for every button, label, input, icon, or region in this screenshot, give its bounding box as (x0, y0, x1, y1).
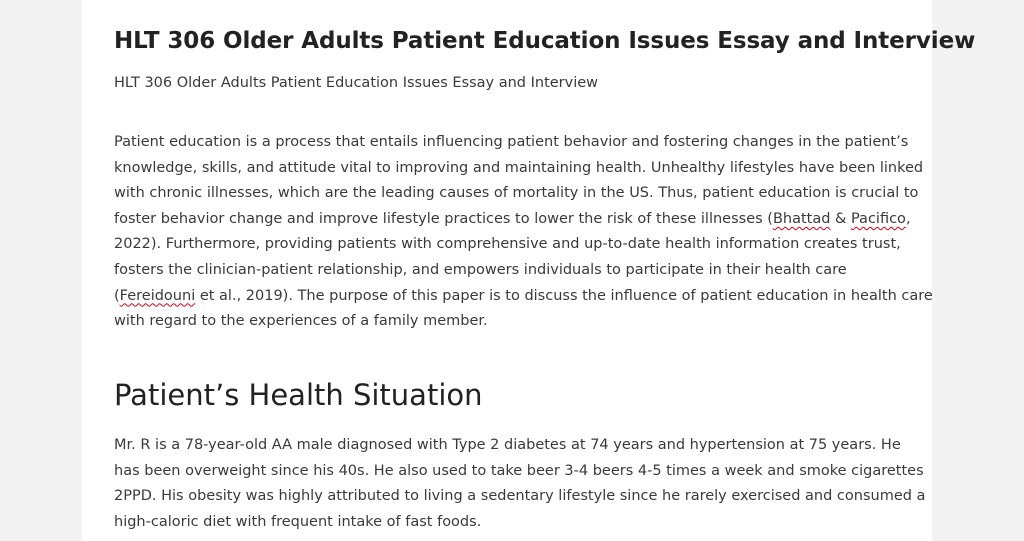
intro-line-text: ( (114, 287, 120, 304)
section-heading: Patient’s Health Situation (114, 378, 483, 412)
article-subtitle: HLT 306 Older Adults Patient Education Issues Essay and Interview (114, 75, 599, 91)
article-title: HLT 306 Older Adults Patient Education Issues Essay and Interview (114, 28, 976, 54)
intro-line (114, 207, 911, 233)
intro-line: Patient education is a process that entails influencing patient behavior and fostering changes in the patient’s (114, 134, 909, 150)
health-line: 2PPD. His obesity was highly attributed to living a sedentary lifestyle since he rarely exercised and consumed a (114, 488, 926, 505)
intro-line: with chronic illnesses, which are the leading causes of mortality in the US. Thus, patient education is crucial to (114, 185, 919, 202)
health-paragraph (114, 433, 926, 535)
intro-line: with regard to the experiences of a family member. (114, 313, 488, 330)
intro-line: knowledge, skills, and attitude vital to improving and maintaining health. Unhealthy lifestyles have been linked (114, 159, 924, 176)
intro-line-text: & (830, 210, 851, 227)
intro-line-text: foster behavior change and improve lifestyle practices to lower the risk of these illnesses ( (114, 210, 773, 227)
intro-paragraph (114, 130, 933, 335)
spellcheck-word[interactable]: Pacifico (850, 210, 906, 227)
intro-line: fosters the clinician-patient relationship, and empowers individuals to participate in their health care (114, 261, 847, 278)
intro-line-text: et al., 2019). The purpose of this paper is to discuss the influence of patient education in health care (195, 287, 933, 304)
health-line: has been overweight since his 40s. He also used to take beer 3-4 beers 4-5 times a week and smoke cigarettes (114, 462, 924, 479)
spellcheck-word[interactable]: Bhattad (772, 210, 831, 227)
health-line: high-caloric diet with frequent intake of fast foods. (114, 513, 482, 530)
health-line: Mr. R is a 78-year-old AA male diagnosed with Type 2 diabetes at 74 years and hypertension at 75 years. He (114, 437, 901, 453)
intro-line-text: , (905, 210, 911, 227)
intro-line: 2022). Furthermore, providing patients with comprehensive and up-to-date health information creates trust, (114, 236, 901, 253)
spellcheck-word[interactable]: Fereidouni (119, 287, 196, 304)
intro-line (114, 284, 933, 310)
article-page (82, 0, 976, 541)
